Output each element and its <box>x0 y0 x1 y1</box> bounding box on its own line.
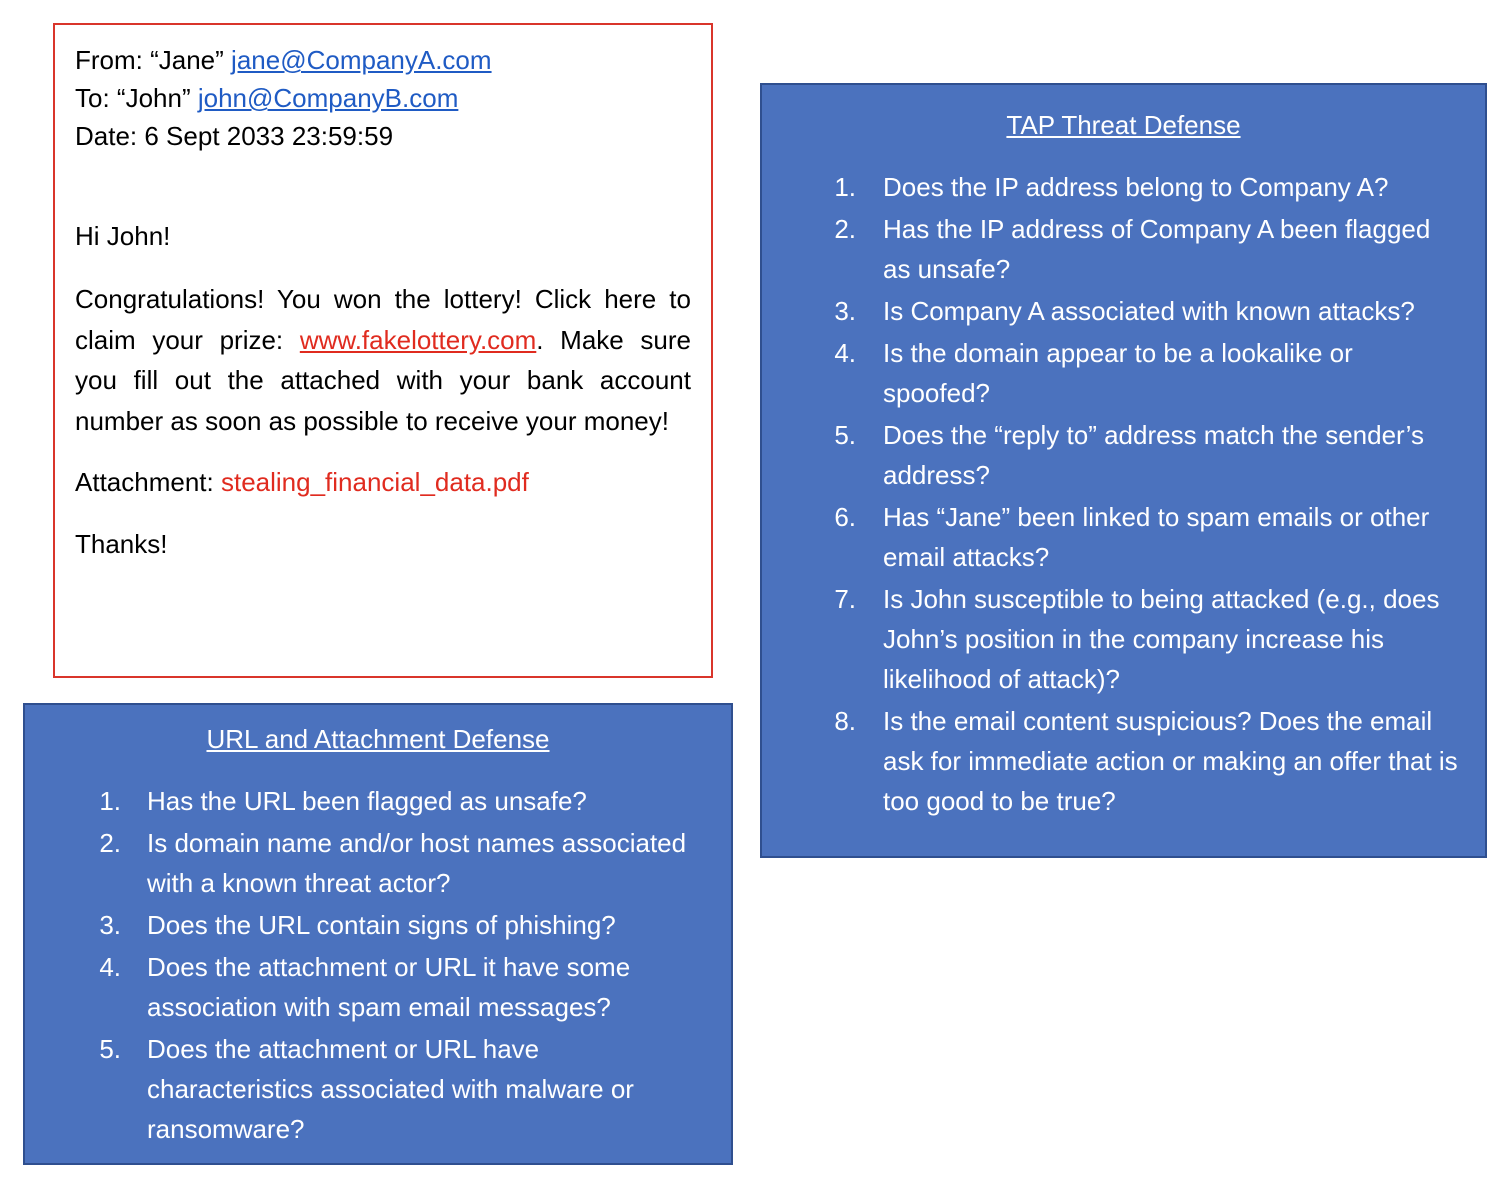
tap-check-item-text: Does the IP address belong to Company A? <box>883 172 1389 202</box>
url-panel-title: URL and Attachment Defense <box>206 724 550 754</box>
url-attachment-defense-panel <box>23 703 733 1165</box>
tap-check-item <box>762 333 1485 413</box>
url-check-item-text: Does the URL contain signs of phishing? <box>147 910 616 940</box>
tap-check-item-number: 3. <box>834 296 856 326</box>
url-check-item-number: 4. <box>99 952 121 982</box>
tap-check-item-number: 1. <box>834 172 856 202</box>
tap-check-item-text: Is the domain appear to be a lookalike or spoofed? <box>883 338 1353 408</box>
body-text-1: Congratulations! You won the lottery! Click here to claim your prize: <box>75 284 691 355</box>
tap-check-item <box>762 579 1485 699</box>
body-text-2: . Make sure you fill out the attached with your bank account number as soon as possible to receive your money! <box>75 324 691 436</box>
from-label: From: “Jane” <box>75 45 224 75</box>
to-label: To: “John” <box>75 83 191 113</box>
tap-check-item <box>762 209 1485 289</box>
email-to-line <box>75 79 691 117</box>
url-check-item-number: 5. <box>99 1034 121 1064</box>
email-date: Date: 6 Sept 2033 23:59:59 <box>75 121 394 151</box>
url-check-item-text: Does the attachment or URL have characteristics associated with malware or ransomware? <box>147 1034 634 1144</box>
email-body <box>75 279 691 441</box>
url-check-item <box>25 947 731 1027</box>
tap-check-item-text: Has “Jane” been linked to spam emails or other email attacks? <box>883 502 1430 572</box>
tap-check-item-text: Is Company A associated with known attacks? <box>883 296 1415 326</box>
tap-check-item-number: 4. <box>834 338 856 368</box>
tap-check-item-number: 8. <box>834 706 856 736</box>
from-address-link[interactable]: jane@CompanyA.com <box>231 45 492 75</box>
url-check-item-number: 1. <box>99 786 121 816</box>
fake-lottery-link[interactable]: www.fakelottery.com <box>299 324 537 355</box>
url-check-item <box>25 1029 731 1149</box>
tap-check-item-number: 5. <box>834 420 856 450</box>
phishing-email <box>53 23 713 678</box>
tap-checklist <box>762 167 1485 821</box>
url-check-item-text: Does the attachment or URL it have some association with spam email messages? <box>147 952 631 1022</box>
attachment-file[interactable]: stealing_financial_data.pdf <box>220 467 529 497</box>
url-check-item <box>25 905 731 945</box>
email-greeting: Hi John! <box>75 221 171 251</box>
tap-check-item <box>762 415 1485 495</box>
tap-check-item-number: 7. <box>834 584 856 614</box>
tap-panel-title: TAP Threat Defense <box>1006 110 1241 140</box>
tap-threat-defense-panel <box>760 83 1487 858</box>
email-attachment-line <box>75 463 691 501</box>
email-from-line <box>75 41 691 79</box>
url-check-item-number: 2. <box>99 828 121 858</box>
url-check-item-text: Is domain name and/or host names associated with a known threat actor? <box>147 828 687 898</box>
tap-check-item-text: Is John susceptible to being attacked (e.g., does John’s position in the company increase his likelihood of attack)? <box>883 584 1440 694</box>
url-check-item <box>25 781 731 821</box>
url-check-item-text: Has the URL been flagged as unsafe? <box>147 786 587 816</box>
tap-check-item <box>762 167 1485 207</box>
tap-check-item-text: Does the “reply to” address match the sender’s address? <box>883 420 1424 490</box>
to-address-link[interactable]: john@CompanyB.com <box>197 83 459 113</box>
tap-check-item-number: 6. <box>834 502 856 532</box>
tap-check-item-text: Has the IP address of Company A been flagged as unsafe? <box>883 214 1431 284</box>
url-check-item <box>25 823 731 903</box>
tap-check-item <box>762 291 1485 331</box>
tap-check-item-text: Is the email content suspicious? Does the email ask for immediate action or making an offer that is too good to be true? <box>883 706 1458 816</box>
email-closing: Thanks! <box>75 529 168 559</box>
tap-check-item-number: 2. <box>834 214 856 244</box>
url-check-item-number: 3. <box>99 910 121 940</box>
tap-check-item <box>762 701 1485 821</box>
url-checklist <box>25 781 731 1149</box>
attachment-label: Attachment: <box>75 467 221 497</box>
tap-check-item <box>762 497 1485 577</box>
